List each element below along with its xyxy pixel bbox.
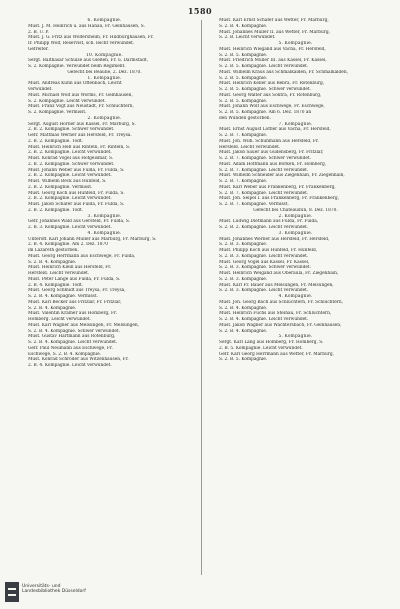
entry-line: S. 2. B. 7. Kompagnie. Leicht verwundet.: [219, 190, 309, 196]
entry-line: Must. Konrad Schröder aus Witzenhausen, Fr.: [28, 357, 129, 363]
entry-line: Must. Valentin Krämer aus Homberg, Fr.: [28, 311, 117, 317]
entry-line: Must. Georg Schmidt aus Treysa, Fr. Treysa,: [28, 288, 126, 294]
entry-line: Must. Ernst August Löffler aus Vacha, Fr. Hersfeld,: [219, 127, 331, 133]
entry-line: S. 2. B. 4. Kompagnie.: [28, 259, 77, 265]
entry-line: Must. Michael Wolf aus Worms, Fr. Gelnhausen,: [28, 92, 133, 98]
entry-line: 2. B. 2. Kompagnie. Todt.: [28, 138, 84, 144]
entry-line: S. 2. B. 7. Kompagnie.: [219, 133, 268, 138]
entry-line: Unteroff. Karl Johann Müller aus Marburg, Fr. Marburg, S.: [28, 236, 157, 242]
entry-line: S. 2. B. 5. Kompagnie.: [219, 357, 268, 363]
entry-line: Must. Ludwig Dietmann aus Fulda, Fr. Fulda,: [219, 219, 319, 225]
entry-line: Must. Heinrich Keller aus Bebra, Fr. Rotenburg,: [219, 81, 325, 87]
entry-line: 2. B. 2. Kompagnie. Todt.: [28, 207, 84, 213]
entry-line: S. 2. B. 5. Kompagnie. Schwer verwundet.: [219, 87, 311, 92]
entry-line: 2. B. 3. Kompagnie. Leicht verwundet.: [28, 225, 112, 230]
entry-line: Ir. Philipp Wolf, Reservist, sch. leicht verwundet.: [28, 41, 135, 46]
section-heading: 10. Kompagnie.: [86, 52, 123, 58]
entry-line: 2. B. 2. Kompagnie. Schwer verwundet.: [28, 127, 115, 133]
entry-line: Gefr. Johannes Wald aus Gersfeld, Fr. Fulda, S.: [28, 219, 131, 225]
entry-line: 2. B. 4. Kompagnie. Leicht verwundet.: [28, 363, 112, 368]
entry-line: Must. Georg Koch aus Hünfeld, Fr. Fulda, S.: [28, 190, 125, 196]
entry-line: 2. B. U. P.: [28, 29, 49, 35]
entry-line: Must. Johannes Werner aus Hersfeld, Fr. Hersfeld,: [219, 236, 330, 242]
entry-line: Must. Wilhelm Kraus aus Schmalkalden, Fr. Schmalkalden,: [219, 69, 348, 75]
entry-line: Hersfeld. Leicht verwundet.: [28, 271, 90, 276]
entry-line: S. 2. B. 5. Kompagnie. Am 6. Dez. 1870 an: [219, 110, 312, 115]
entry-line: Must. Heinrich Wiegand aus Vacha, Fr. Hersfeld,: [219, 46, 326, 52]
entry-line: Must. Gustav Hartmann aus Rotenburg,: [28, 334, 116, 340]
section-heading: 2. Kompagnie.: [87, 115, 122, 121]
entry-line: Must. Johann Wolf aus Eschwege, Fr. Eschwege,: [219, 104, 325, 110]
entry-line: S. 2. B. 5. Kompagnie.: [219, 98, 268, 104]
entry-line: im Lazareth gestorben.: [28, 248, 79, 253]
entry-line: Must. Wilhelm Beck aus Hünfeld, S.: [28, 179, 107, 184]
entry-line: Must. Heinrich Heß aus Rinteln, Fr. Rinteln, S.: [28, 144, 131, 150]
entry-line: S. 2. B. 7. Kompagnie. Leicht verwundet.: [219, 167, 309, 173]
entry-line: S. 2. B. 3. Kompagnie.: [219, 276, 268, 282]
entry-line: Gefr. Paul Neumann aus Eschwege, Fr.: [28, 345, 113, 351]
section-heading: 2. Kompagnie.: [278, 213, 313, 219]
entry-line: Must. Karl Weber aus Frankenberg, Fr. Frankenberg,: [219, 184, 336, 190]
logo-line-2: Landesbibliothek Düsseldorf: [22, 589, 86, 595]
entry-line: 2. B. 4. Kompagnie. Todt.: [28, 282, 84, 288]
entry-line: S. 2. B. 4. Kompagnie. Vermisst.: [28, 294, 98, 299]
entry-line: S. 2. B. Leicht verwundet.: [219, 35, 276, 41]
entry-line: Must. Johannes Müller II. aus Wetter, Fr. Marburg,: [219, 29, 330, 35]
library-logo-text: [22, 584, 102, 594]
entry-line: Eschwege, S. 2. B. 4. Kompagnie.: [28, 351, 101, 357]
entry-line: Must. J. M. Heinrich u. aus Hanau, Fr. Gelnhausen, S.: [28, 23, 145, 29]
entry-line: S. 2. B. 4. Kompagnie.: [219, 305, 268, 311]
entry-line: S. 2. B. 5. Kompagnie.: [219, 75, 268, 81]
entry-line: Must. Johann Weber aus Fulda, Fr. Fulda, S.: [28, 167, 125, 173]
engagement-heading: Gefecht bei Beaune, 2. Dez. 1870.: [67, 69, 142, 75]
entry-line: Must. Franz Vogt aus Neustadt, Fr. Schlüchtern,: [28, 104, 134, 110]
entry-line: Must. Jakob Schäfer aus Fulda, Fr. Fulda, S.: [28, 202, 125, 207]
logo-line-1: Universitäts- und: [22, 584, 61, 589]
entry-line: 2. B. 2. Kompagnie. Leicht verwundet.: [28, 173, 112, 179]
entry-line: Gefr. Matthias Werner aus Hersfeld, Fr. Treysa.: [28, 133, 132, 138]
entry-line: Must. Peter Lange aus Fulda, Fr. Fulda, S.: [28, 276, 121, 282]
entry-line: S. 2. B. 4. Kompagnie. Leicht verwundet.: [219, 317, 309, 322]
library-logo: [5, 581, 95, 605]
section-heading: 3. Kompagnie.: [278, 230, 313, 236]
entry-line: S. 2. B. 2. Kompagnie. Leicht verwundet.: [219, 225, 309, 230]
left-column: [16, 18, 193, 369]
entry-line: Must. Konrad Vogel aus Hofgeismar, S.: [28, 156, 114, 161]
entry-line: Must. Heinrich Fuchs aus Steinau, Fr. Schlüchtern,: [219, 311, 332, 317]
entry-line: Must. Georg Vogel aus Kassel, Fr. Kassel,: [219, 259, 310, 265]
entry-line: Must. Heinrich Weigand aus Oberaula, Fr. Ziegenhain,: [219, 271, 339, 276]
section-heading: 1. Kompagnie.: [87, 75, 122, 81]
entry-line: S. 2. Kompagnie. Leicht verwundet.: [28, 98, 106, 104]
section-heading: 7. Kompagnie.: [278, 121, 313, 127]
entry-line: S. 2. B. 3. Kompagnie.: [219, 242, 268, 248]
right-column: [207, 18, 384, 363]
entry-line: S. 2. B. 4. Kompagnie.: [219, 328, 268, 334]
entry-line: S. 2. B. 3. Kompagnie. Leicht verwundet.: [219, 253, 309, 259]
entry-line: Must. Joh. Seipel I. aus Frankenberg, Fr. Frankenberg,: [219, 196, 340, 202]
entry-line: Must. Joh. Wilh. Schuhmann aus Hersfeld, Fr.: [219, 138, 319, 144]
section-heading: 4. Kompagnie.: [278, 294, 313, 299]
entry-line: S. 2. Kompagnie. Vermisst.: [28, 110, 87, 115]
entry-line: Homberg. Leicht verwundet.: [28, 317, 91, 322]
entry-line: S. 2. Kompagnie. Verwundet beim Regiment.: [28, 64, 126, 69]
entry-line: Sergt. August Hörner aus Kassel, Fr. Marburg, S.: [28, 121, 136, 127]
entry-line: S. 2. B. 7. Kompagnie. Schwer verwundet.: [219, 156, 311, 161]
entry-line: S. 2. B. 5. Kompagnie. Leicht verwundet.: [219, 64, 309, 69]
entry-line: Must. Karl Ernst Schäfer aus Wetter, Fr. Marburg,: [219, 18, 329, 23]
entry-line: Must. Jakob Sauer aus Gudensberg, Fr. Fritzlar,: [219, 150, 324, 156]
entry-line: Must. Georg Walter aus Sontra, Fr. Rotenburg,: [219, 92, 322, 98]
entry-line: Must. Karl Fr. Bauer aus Melsungen, Fr. Melsungen,: [219, 282, 334, 288]
entry-line: Must. Wilhelm Schneider aus Ziegenhain, Fr. Ziegenhain,: [219, 173, 345, 179]
entry-line: Must. Adam Hoffmann aus Borken, Fr. Homberg,: [219, 161, 327, 167]
engagement-heading: Gefecht bei Chateaudun, 8. Dez. 1870.: [253, 207, 338, 213]
entry-line: 2. B. 2. Kompagnie. Leicht verwundet.: [28, 196, 112, 202]
entry-line: S. 2. B. 4. Kompagnie.: [28, 305, 77, 311]
entry-line: verwundet.: [28, 87, 53, 92]
entry-line: Gefr. Karl Georg Herrmann aus Wetter, Fr. Marburg,: [219, 351, 334, 357]
entry-line: S. 2. B. 3. Kompagnie. Schwer verwundet.: [219, 265, 311, 271]
entry-line: S. 2. B. 3. Kompagnie. Leicht verwundet.: [219, 288, 309, 294]
entry-line: Must. Philipp Koch aus Hünfeld, Fr. Hünfeld,: [219, 248, 318, 253]
entry-line: Must. Karl Becker aus Fritzlar, Fr. Fritzlar,: [28, 299, 122, 305]
entry-line: Sergt. Karl Lang aus Homberg, Fr. Homberg, S.: [219, 340, 324, 345]
entry-line: S. 2. B. 5. Kompagnie.: [219, 52, 268, 58]
section-heading: 5. Kompagnie.: [278, 334, 313, 340]
entry-line: S. 2. B. 7. Kompagnie. Vermisst.: [219, 202, 289, 207]
entry-line: Must. Karl Wagner aus Melsungen, Fr. Melsungen,: [28, 322, 140, 328]
entry-line: S. 2. B. 7. Kompagnie.: [219, 179, 268, 184]
column-divider: [201, 20, 202, 575]
section-heading: 6. Kompagnie.: [87, 18, 122, 23]
entry-line: Must. Friedrich Müller III. aus Kassel, Fr. Kassel,: [219, 58, 327, 64]
entry-line: den Wunden gestorben.: [219, 115, 271, 121]
entry-line: S. 2. B. 4. Kompagnie. Leicht verwundet.: [28, 340, 118, 345]
entry-line: 2. B. 4. Kompagnie. Am 2. Dez. 1870: [28, 242, 108, 248]
entry-line: Must. Andreas Kuhn aus Offenbach, Leicht: [28, 81, 122, 87]
entry-line: Must. Jakob Wagner aus Wächtersbach, Fr. Gelnhausen,: [219, 322, 342, 328]
entry-line: Must. Heinrich Klein aus Hersfeld, Fr.: [28, 265, 112, 271]
entry-line: Must. Georg Herrmann aus Eschwege, Fr. Fulda,: [28, 253, 136, 259]
entry-line: S. 2. B. 4. Kompagnie.: [219, 23, 268, 29]
entry-line: 2. B. 2. Kompagnie. Leicht verwundet.: [28, 150, 112, 156]
section-heading: 5. Kompagnie.: [278, 41, 313, 46]
library-logo-icon: [5, 582, 19, 602]
entry-line: Must. Joh. Georg Bach aus Schlüchtern, Fr. Schlüchtern,: [219, 299, 343, 305]
entry-line: Hersfeld. Leicht verwundet.: [219, 144, 281, 150]
entry-line: 2. B. 2. Kompagnie. Schwer verwundet.: [28, 161, 115, 167]
entry-line: 2. B. 5. Kompagnie. Leicht verwundet.: [219, 345, 303, 351]
section-heading: 4. Kompagnie.: [87, 230, 122, 236]
page-number: 1580: [187, 6, 213, 16]
entry-line: Gefreiter.: [28, 46, 49, 52]
entry-line: 2. B. 2. Kompagnie. Vermisst.: [28, 184, 93, 190]
entry-line: Sergt. Balthasar Schulze aus Gießen, Fr. u. Darmstadt,: [28, 58, 148, 64]
entry-line: Must. J. G. Fritz aus Wölfersheim, Fr. Hildburghausen, Fr.: [28, 35, 154, 41]
section-heading: 3. Kompagnie.: [87, 213, 122, 219]
entry-line: S. 2. B. 4. Kompagnie. Schwer verwundet.: [28, 328, 120, 334]
